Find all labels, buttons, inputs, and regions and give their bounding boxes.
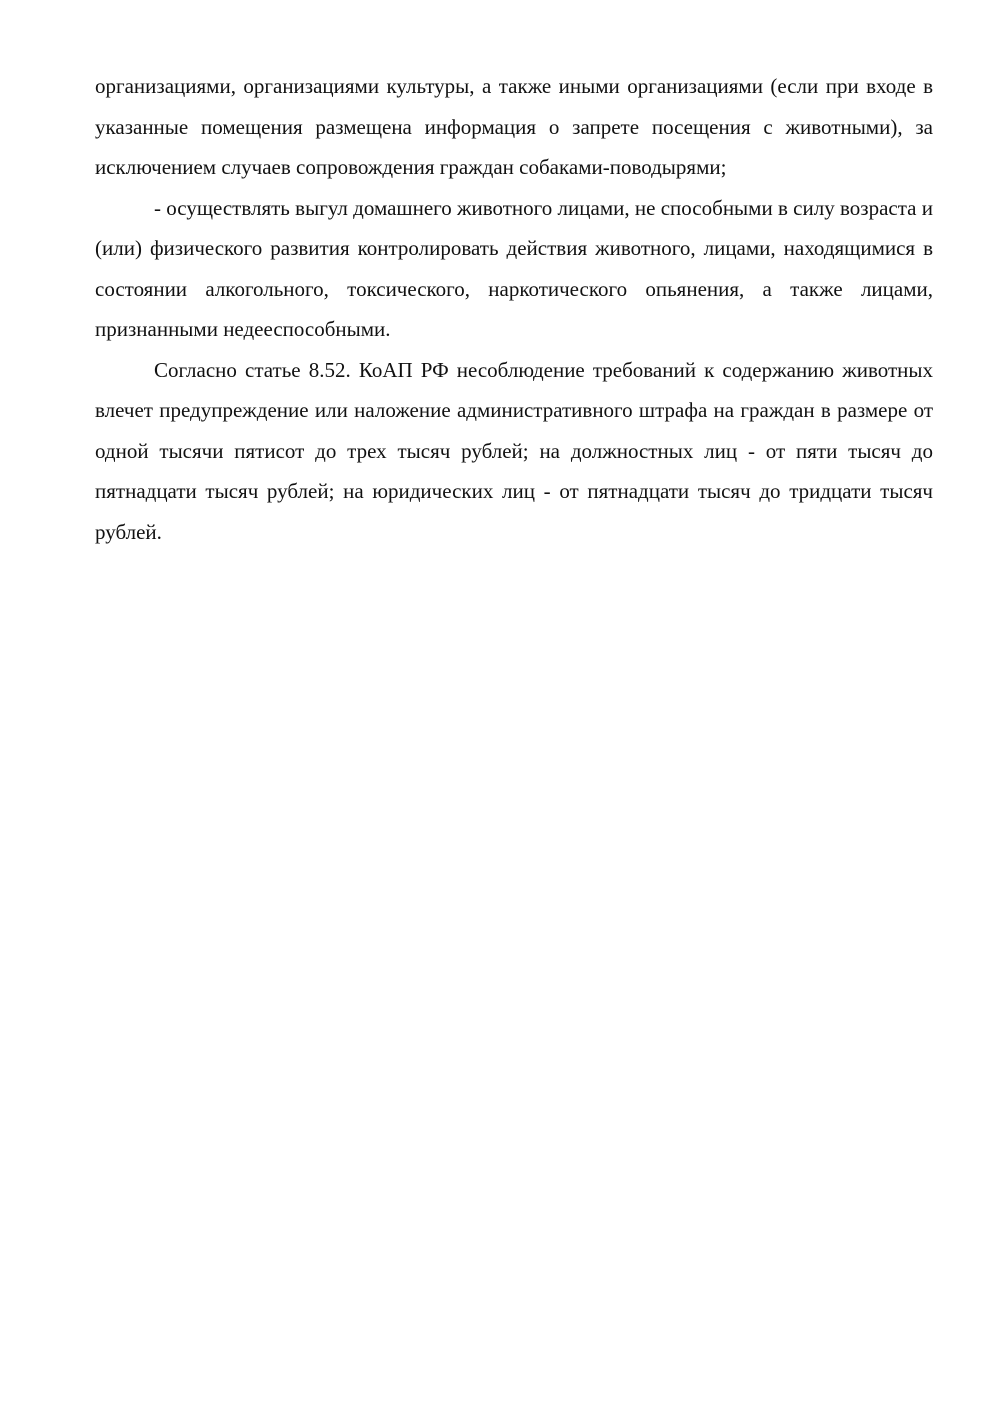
paragraph-penalties: Согласно статье 8.52. КоАП РФ несоблюдение требований к содержанию животных влечет предупреждение или наложение административного штрафа на граждан в размере от одной тысячи пятисот до трех тысяч рублей; на должностных лиц - от пяти тысяч до пятнадцати тысяч рублей; на юридических лиц - от пятнадцати тысяч до тридцати тысяч рублей. [95, 357, 933, 544]
paragraph-continuation: организациями, организациями культуры, а также иными организациями (если при входе в указанные помещения размещена информация о запрете посещения с животными), за исключением случаев сопровождения граждан собаками-поводырями; [95, 74, 933, 179]
document-body [95, 66, 933, 552]
paragraph-walking-restriction: - осуществлять выгул домашнего животного лицами, не способными в силу возраста и (или) физического развития контролировать действия животного, лицами, находящимися в состоянии алкогольного, токсического, наркотического опьянения, а также лицами, признанными недееспособными. [95, 195, 933, 341]
